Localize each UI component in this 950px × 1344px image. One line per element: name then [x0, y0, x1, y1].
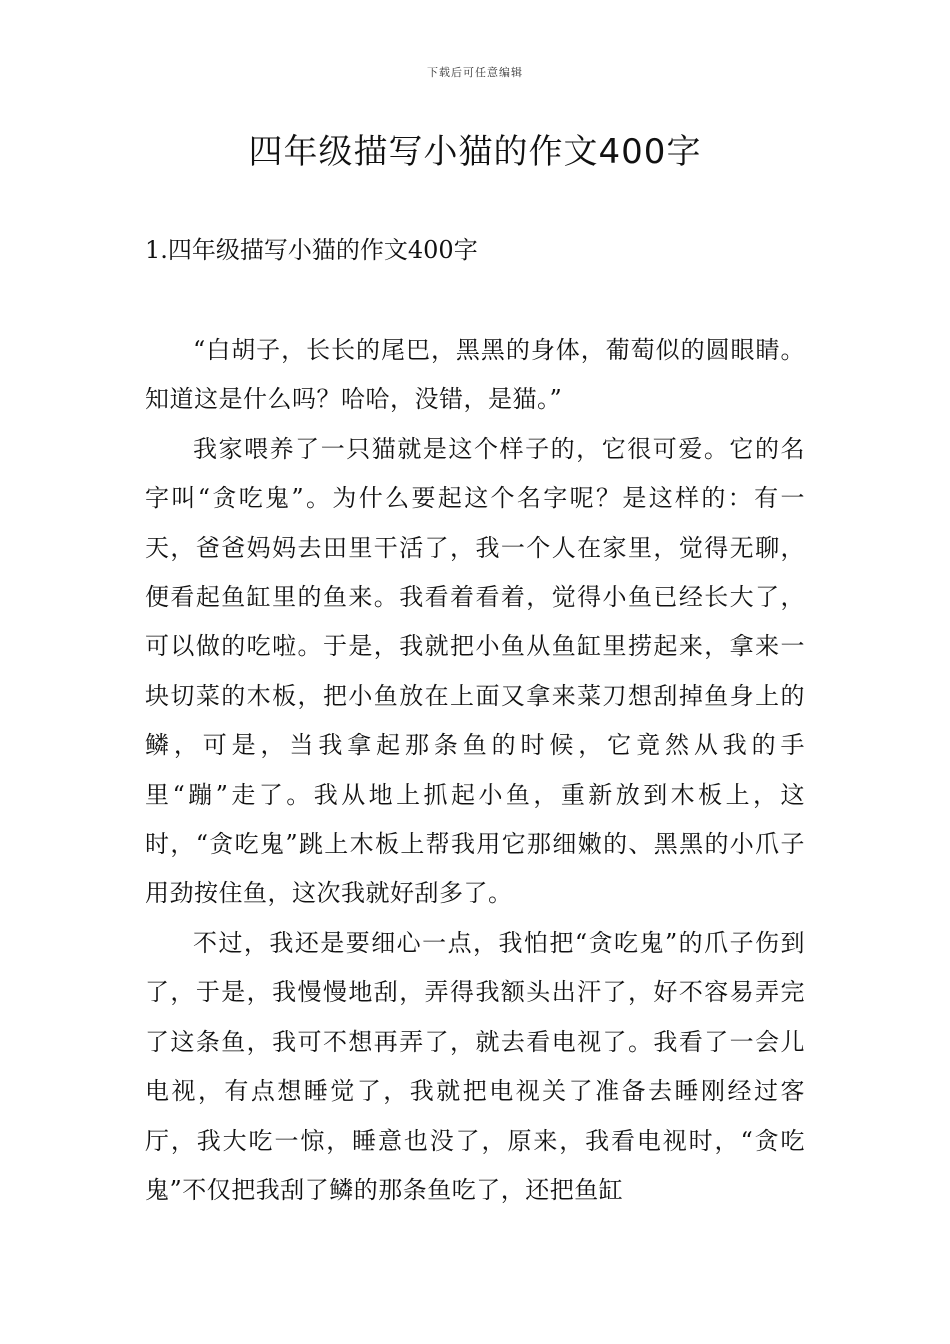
paragraph: 我家喂养了一只猫就是这个样子的，它很可爱。它的名字叫“贪吃鬼”。为什么要起这个名字呢？是这样的：有一天，爸爸妈妈去田里干活了，我一个人在家里，觉得无聊，便看起鱼缸里的鱼来。我看着看着，觉得小鱼已经长大了，可以做的吃啦。于是，我就把小鱼从鱼缸里捞起来，拿来一块切菜的木板，把小鱼放在上面又拿来菜刀想刮掉鱼身上的鳞，可是，当我拿起那条鱼的时候，它竟然从我的手里“蹦”走了。我从地上抓起小鱼，重新放到木板上，这时，“贪吃鬼”跳上木板上帮我用它那细嫩的、黑黑的小爪子用劲按住鱼，这次我就好刮多了。: [145, 434, 805, 908]
essay-body: [145, 326, 805, 1215]
paragraph: “白胡子，长长的尾巴，黑黑的身体，葡萄似的圆眼睛。知道这是什么吗？哈哈，没错，是猫。”: [145, 336, 805, 414]
paragraph: 不过，我还是要细心一点，我怕把“贪吃鬼”的爪子伤到了，于是，我慢慢地刮，弄得我额头出汗了，好不容易弄完了这条鱼，我可不想再弄了，就去看电视了。我看了一会儿电视，有点想睡觉了，我就把电视关了准备去睡刚经过客厅，我大吃一惊，睡意也没了，原来，我看电视时，“贪吃鬼”不仅把我刮了鳞的那条鱼吃了，还把鱼缸: [145, 928, 805, 1204]
document-title: 四年级描写小猫的作文400字: [248, 132, 702, 172]
header-note: 下载后可任意编辑: [427, 66, 523, 79]
section-heading: 1.四年级描写小猫的作文400字: [145, 236, 478, 264]
